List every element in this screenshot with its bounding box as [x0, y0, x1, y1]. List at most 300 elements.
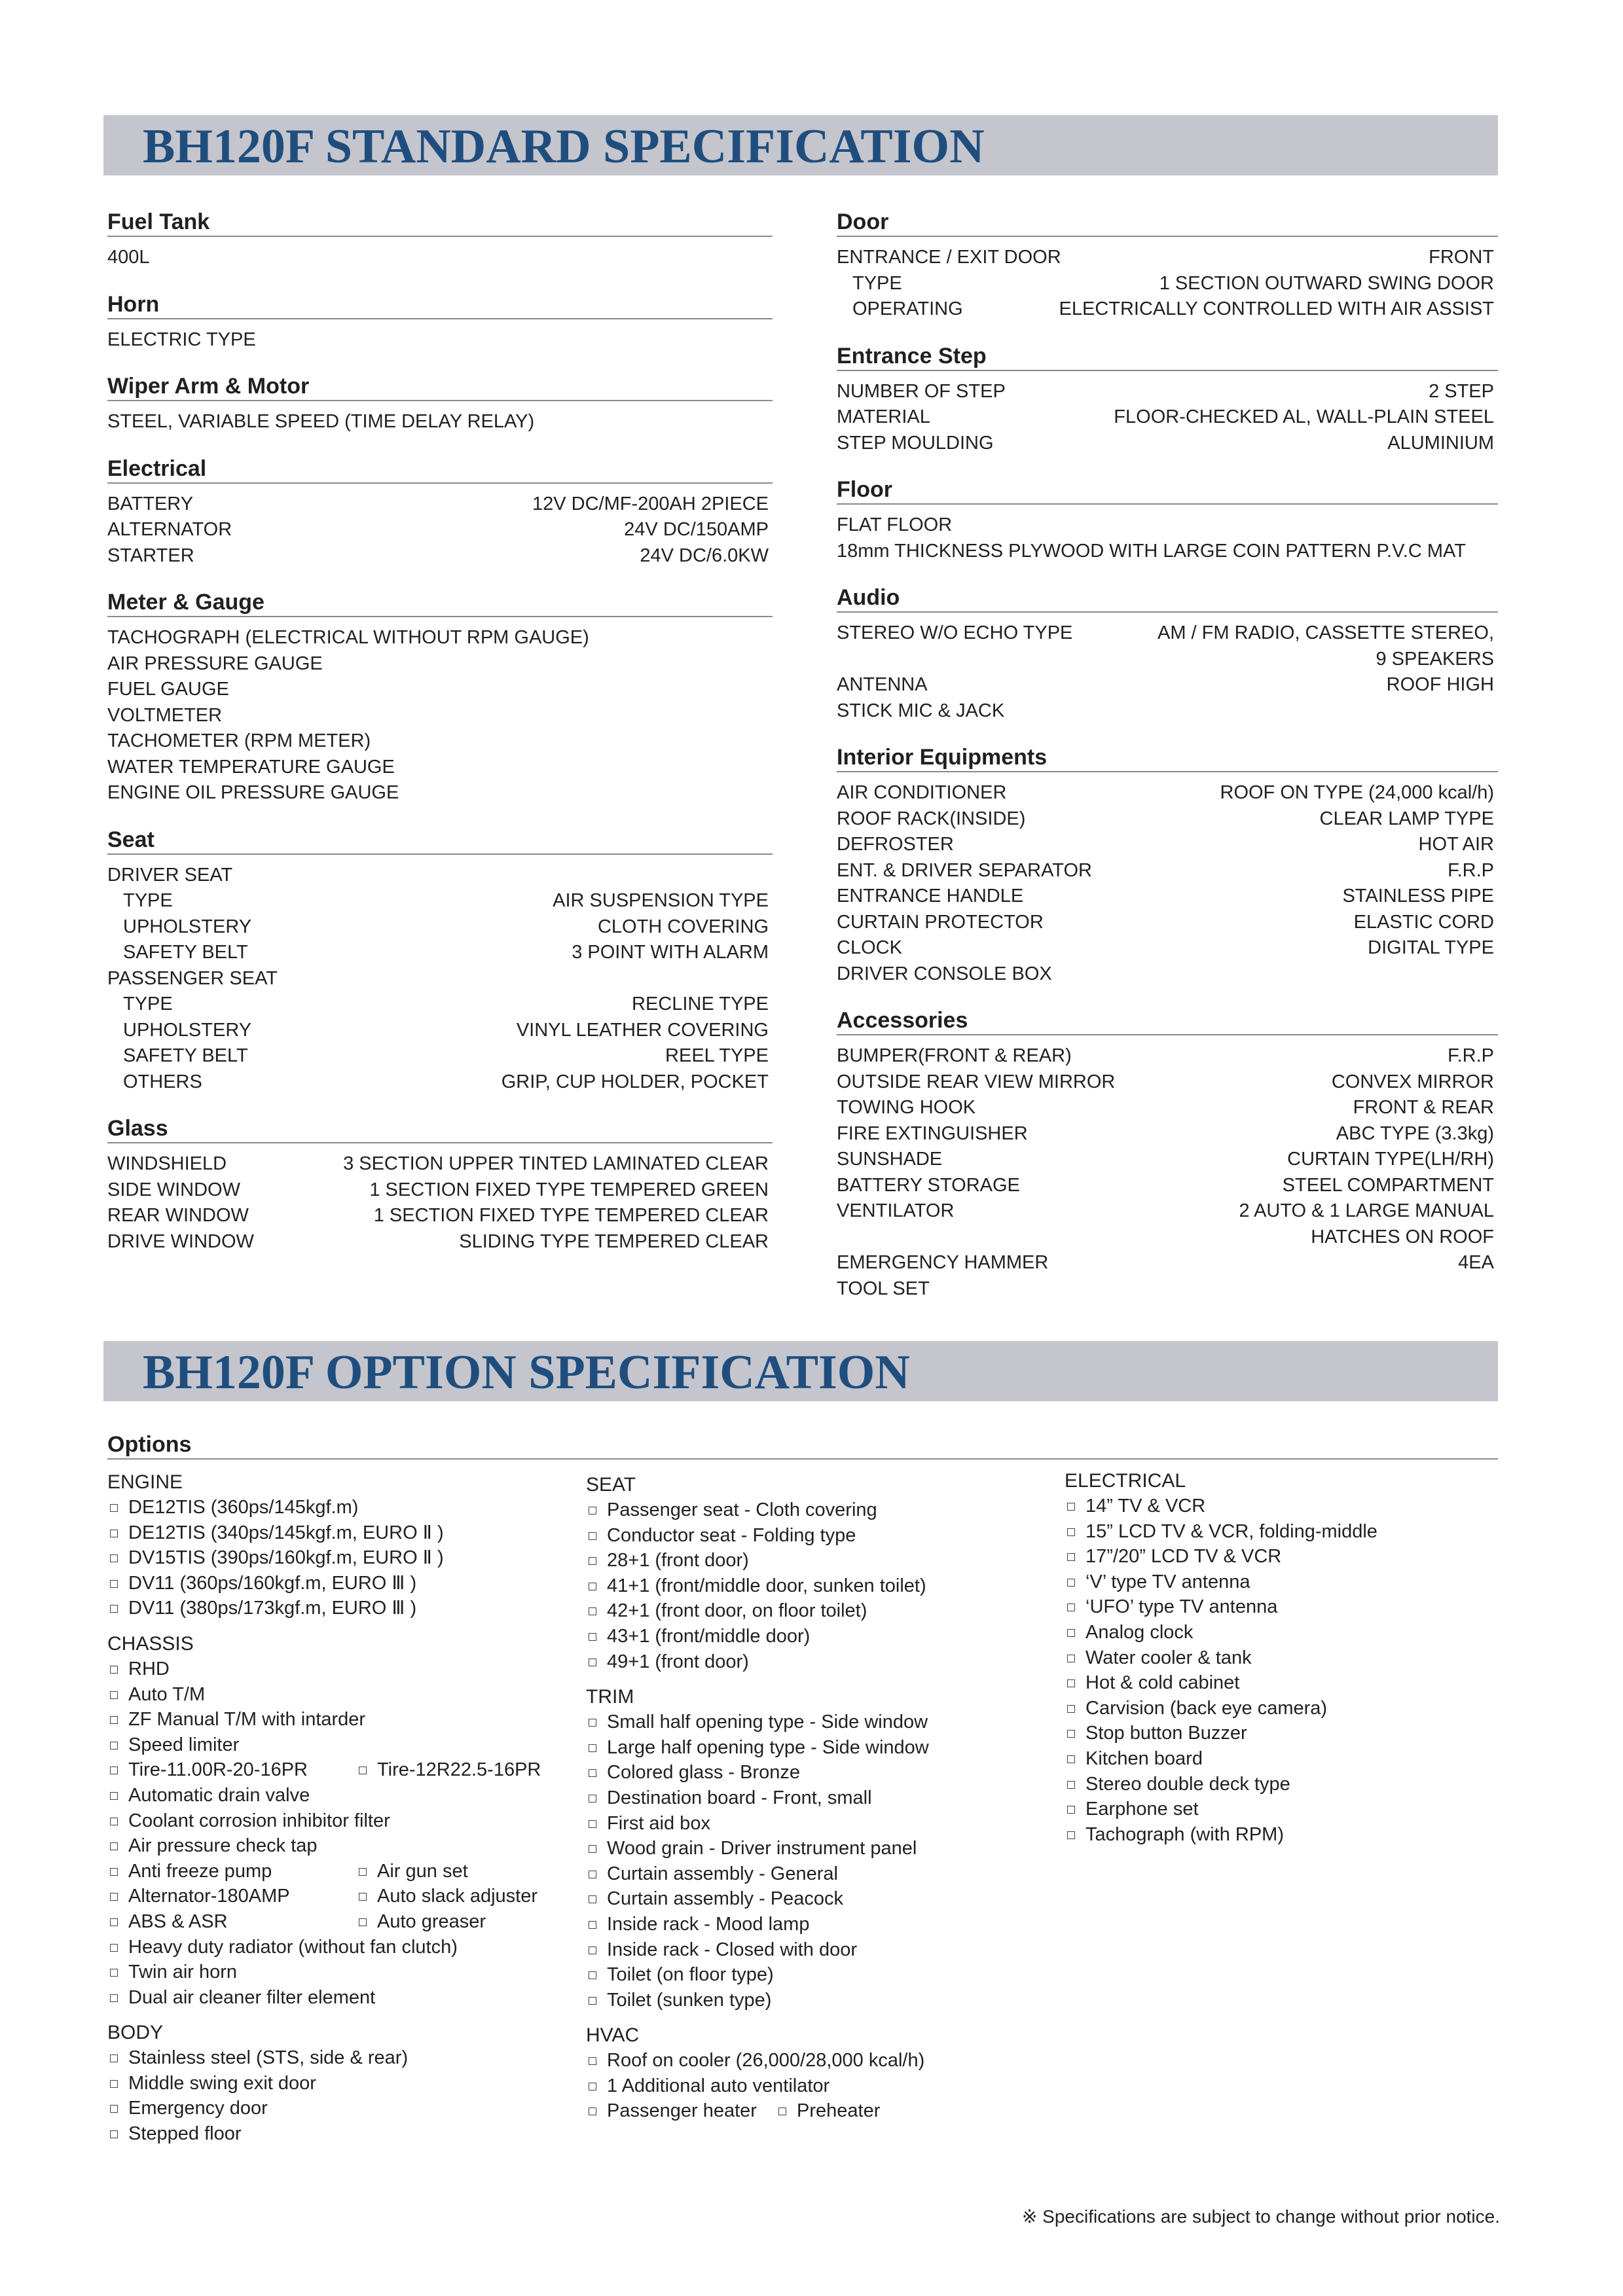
option-item-text: ZF Manual T/M with intarder [128, 1709, 366, 1731]
option-item-text: Auto T/M [128, 1683, 206, 1705]
option-item-text: Small half opening type - Side window [607, 1712, 928, 1733]
spec-row [107, 755, 773, 781]
option-item-text: 17”/20” LCD TV & VCR [1085, 1546, 1282, 1568]
spec-row [837, 806, 1498, 833]
spec-row [107, 543, 773, 569]
spec-row [107, 914, 773, 941]
spec-label: STICK MIC & JACK [837, 700, 1005, 721]
spec-row [837, 1250, 1498, 1276]
option-group-heading: SEAT [586, 1474, 636, 1496]
checkbox-square-icon [589, 1997, 596, 2005]
option-item [107, 1935, 579, 1960]
spec-row [837, 910, 1498, 936]
checkbox-square-icon [1067, 1604, 1075, 1611]
spec-rows [837, 505, 1498, 564]
spec-rows [837, 1035, 1498, 1302]
checkbox-square-icon [110, 1716, 118, 1724]
spec-label: STEREO W/O ECHO TYPE [837, 622, 1073, 643]
option-item-text: First aid box [607, 1812, 710, 1834]
options-section-title: Options [107, 1431, 1498, 1460]
option-item [586, 1760, 1057, 1785]
spec-value: GRIP, CUP HOLDER, POCKET [501, 1071, 769, 1092]
spec-section [837, 1007, 1498, 1302]
spec-section [837, 584, 1498, 724]
option-item-text: Stereo double deck type [1085, 1773, 1290, 1795]
spec-row [837, 961, 1498, 988]
checkbox-square-icon [589, 2083, 596, 2090]
spec-row [837, 1043, 1498, 1069]
option-item-text: Colored glass - Bronze [607, 1762, 800, 1784]
spec-row [837, 1147, 1498, 1173]
standard-left-column [107, 208, 773, 1255]
spec-row [837, 539, 1498, 565]
spec-value: 3 SECTION UPPER TINTED LAMINATED CLEAR [343, 1153, 769, 1174]
spec-value: STAINLESS PIPE [1342, 886, 1494, 906]
spec-section-title: Interior Equipments [837, 744, 1498, 772]
option-item [586, 2073, 1057, 2099]
spec-value: 4EA [1458, 1252, 1494, 1273]
option-item-text: 41+1 (front/middle door, sunken toilet) [607, 1575, 926, 1596]
spec-section-title: Meter & Gauge [107, 588, 773, 617]
option-item [586, 1785, 1057, 1811]
checkbox-square-icon [110, 2054, 118, 2062]
checkbox-square-icon [110, 2080, 118, 2088]
spec-row [107, 677, 773, 703]
option-item [586, 1886, 1057, 1912]
option-item [1065, 1797, 1497, 1822]
option-item-text: 1 Additional auto ventilator [607, 2075, 830, 2096]
spec-row [107, 1069, 773, 1096]
option-item [586, 1988, 1057, 2013]
option-item [1065, 1544, 1497, 1570]
option-item-text: Tire-12R22.5-16PR [377, 1759, 541, 1781]
spec-label: FLAT FLOOR [837, 514, 953, 535]
spec-label: STARTER [107, 545, 194, 566]
options-section [107, 1431, 1498, 1460]
options-column-1 [107, 1470, 579, 2147]
option-item [586, 1573, 1057, 1599]
spec-row [107, 703, 773, 729]
option-item [586, 1498, 1057, 1523]
checkbox-square-icon [589, 1507, 596, 1515]
option-item [107, 1495, 579, 1520]
checkbox-square-icon [589, 1946, 596, 1954]
spec-value: ALUMINIUM [1387, 432, 1494, 454]
spec-row [107, 888, 773, 914]
option-item [107, 1707, 579, 1732]
spec-value: 1 SECTION FIXED TYPE TEMPERED GREEN [369, 1179, 769, 1200]
spec-label: WATER TEMPERATURE GAUGE [107, 756, 395, 778]
spec-section [837, 208, 1498, 323]
option-item-text: Air gun set [377, 1860, 468, 1882]
spec-section-title: Electrical [107, 455, 773, 484]
checkbox-square-icon [589, 1895, 596, 1903]
spec-section-title: Glass [107, 1115, 773, 1143]
spec-value: 9 SPEAKERS [1376, 648, 1494, 670]
spec-value: FRONT & REAR [1353, 1097, 1494, 1118]
spec-value: 12V DC/MF-200AH 2PIECE [532, 493, 769, 514]
spec-value: SLIDING TYPE TEMPERED CLEAR [459, 1230, 769, 1252]
spec-label: ALTERNATOR [107, 519, 232, 540]
spec-row [837, 404, 1498, 431]
option-item [1065, 1594, 1497, 1620]
option-group-heading: BODY [107, 2022, 164, 2044]
option-group-heading: ENGINE [107, 1471, 183, 1493]
spec-row [107, 863, 773, 889]
option-item-text: Toilet (sunken type) [607, 1989, 772, 2011]
spec-label: DRIVE WINDOW [107, 1230, 254, 1252]
checkbox-square-icon [589, 1795, 596, 1803]
spec-label: SAFETY BELT [123, 942, 248, 963]
option-item-text: Heavy duty radiator (without fan clutch) [128, 1936, 458, 1958]
spec-label: 18mm THICKNESS PLYWOOD WITH LARGE COIN PATTERN P.V.C MAT [837, 540, 1466, 562]
spec-section-title: Entrance Step [837, 342, 1498, 371]
spec-section [107, 372, 773, 435]
option-item [1065, 1696, 1497, 1721]
option-item-text: Roof on cooler (26,000/28,000 kcal/h) [607, 2050, 925, 2072]
spec-row [837, 431, 1498, 457]
checkbox-square-icon [1067, 1679, 1075, 1687]
option-item [1065, 1494, 1497, 1519]
spec-label: WINDSHIELD [107, 1153, 227, 1174]
checkbox-square-icon [359, 1893, 367, 1901]
option-item-text: Curtain assembly - General [607, 1863, 838, 1884]
spec-row [107, 1018, 773, 1044]
spec-label: FIRE EXTINGUISHER [837, 1122, 1028, 1144]
checkbox-square-icon [110, 1691, 118, 1699]
checkbox-square-icon [589, 1719, 596, 1727]
spec-row [107, 780, 773, 806]
spec-label: ROOF RACK(INSIDE) [837, 808, 1026, 829]
spec-label: VENTILATOR [837, 1200, 955, 1221]
checkbox-square-icon [778, 2108, 786, 2115]
spec-label: SIDE WINDOW [107, 1179, 240, 1200]
checkbox-square-icon [589, 1583, 596, 1590]
spec-row [107, 728, 773, 755]
checkbox-square-icon [1067, 1629, 1075, 1637]
option-item [107, 1657, 579, 1682]
option-item-text: Tachograph (with RPM) [1085, 1823, 1284, 1845]
option-item-text: Tire-11.00R-20-16PR [128, 1759, 308, 1781]
option-item [586, 1937, 1057, 1963]
spec-value: F.R.P [1448, 859, 1494, 881]
checkbox-square-icon [589, 1744, 596, 1752]
checkbox-square-icon [1067, 1503, 1075, 1511]
spec-value: 24V DC/150AMP [624, 519, 769, 540]
spec-rows [107, 855, 773, 1096]
spec-row [837, 1276, 1498, 1302]
spec-label: DRIVER SEAT [107, 864, 233, 886]
checkbox-square-icon [110, 1842, 118, 1850]
checkbox-square-icon [1067, 1806, 1075, 1814]
option-item [1065, 1519, 1497, 1545]
spec-label: TYPE [123, 890, 173, 911]
option-item-text: Stepped floor [128, 2123, 242, 2145]
option-item [107, 1520, 579, 1546]
option-spec-banner [103, 1341, 1498, 1401]
option-item-text: Carvision (back eye camera) [1085, 1697, 1328, 1719]
spec-label: DEFROSTER [837, 834, 954, 855]
checkbox-square-icon [110, 1767, 118, 1774]
checkbox-square-icon [110, 1818, 118, 1825]
spec-row [837, 935, 1498, 961]
spec-value: FLOOR-CHECKED AL, WALL-PLAIN STEEL [1114, 406, 1494, 427]
spec-label: TYPE [123, 994, 173, 1014]
spec-label: 400L [107, 247, 150, 268]
option-item-text: Kitchen board [1085, 1748, 1203, 1769]
spec-row [837, 245, 1498, 271]
spec-row [107, 409, 773, 435]
option-item-text: DE12TIS (340ps/145kgf.m, EURO Ⅱ ) [128, 1522, 444, 1543]
spec-value: 24V DC/6.0KW [640, 545, 769, 566]
spec-value: AIR SUSPENSION TYPE [553, 890, 769, 911]
spec-value: F.R.P [1448, 1045, 1494, 1066]
checkbox-square-icon [359, 1918, 367, 1926]
option-item-text: Stop button Buzzer [1085, 1723, 1247, 1744]
spec-label: BUMPER(FRONT & REAR) [837, 1045, 1072, 1066]
checkbox-square-icon [1067, 1579, 1075, 1587]
checkbox-square-icon [589, 1921, 596, 1929]
spec-value: HATCHES ON ROOF [1311, 1226, 1494, 1247]
checkbox-square-icon [589, 1607, 596, 1615]
spec-row [107, 1203, 773, 1229]
spec-value: ROOF HIGH [1386, 674, 1494, 695]
option-item [107, 1596, 579, 1621]
footnote: ※ Specifications are subject to change without prior notice. [1021, 2206, 1500, 2227]
standard-right-column [837, 208, 1498, 1302]
spec-row [107, 1177, 773, 1204]
spec-value: DIGITAL TYPE [1368, 937, 1494, 958]
checkbox-square-icon [110, 1969, 118, 1977]
spec-rows [837, 772, 1498, 987]
spec-label: ANTENNA [837, 674, 928, 695]
spec-value: 1 SECTION FIXED TYPE TEMPERED CLEAR [373, 1205, 769, 1226]
option-item [586, 1523, 1057, 1549]
spec-value: CLEAR LAMP TYPE [1319, 808, 1494, 829]
spec-section-title: Fuel Tank [107, 208, 773, 237]
checkbox-square-icon [1067, 1831, 1075, 1839]
spec-row [107, 517, 773, 543]
checkbox-square-icon [110, 1868, 118, 1876]
spec-label: ENGINE OIL PRESSURE GAUGE [107, 782, 399, 803]
spec-value: 2 AUTO & 1 LARGE MANUAL [1239, 1200, 1494, 1221]
spec-label: TACHOMETER (RPM METER) [107, 730, 371, 751]
option-item [1065, 1721, 1497, 1746]
option-item [586, 2098, 1057, 2124]
spec-row [837, 512, 1498, 539]
checkbox-square-icon [589, 1557, 596, 1565]
spec-label: FUEL GAUGE [107, 679, 229, 700]
option-item-text: Stainless steel (STS, side & rear) [128, 2047, 409, 2069]
option-item-text: Water cooler & tank [1085, 1647, 1252, 1668]
option-group-heading: HVAC [586, 2024, 640, 2047]
spec-row [837, 884, 1498, 910]
option-item [107, 1732, 579, 1758]
spec-section [107, 1115, 773, 1255]
checkbox-square-icon [1067, 1655, 1075, 1662]
option-item-text: 42+1 (front door, on floor toilet) [607, 1600, 867, 1622]
spec-row [837, 858, 1498, 884]
checkbox-square-icon [110, 1742, 118, 1749]
spec-row [837, 698, 1498, 725]
option-item-text: Dual air cleaner filter element [128, 1986, 376, 2008]
spec-label: NUMBER OF STEP [837, 380, 1006, 402]
option-item [107, 1833, 579, 1859]
spec-row [837, 1121, 1498, 1147]
spec-label: AIR CONDITIONER [837, 782, 1007, 803]
option-item [1065, 1772, 1497, 1797]
option-item-text: Preheater [797, 2100, 881, 2122]
option-item [107, 1545, 579, 1571]
checkbox-square-icon [359, 1767, 367, 1774]
spec-label: EMERGENCY HAMMER [837, 1252, 1049, 1273]
checkbox-square-icon [110, 1580, 118, 1588]
spec-value: 2 STEP [1429, 380, 1494, 402]
spec-label: ELECTRIC TYPE [107, 329, 256, 350]
spec-section [107, 826, 773, 1096]
spec-rows [837, 371, 1498, 457]
spec-section-title: Door [837, 208, 1498, 237]
spec-value: RECLINE TYPE [632, 994, 769, 1014]
option-group-heading: ELECTRICAL [1065, 1470, 1186, 1492]
spec-value: ELASTIC CORD [1353, 911, 1494, 933]
option-item [107, 1783, 579, 1808]
standard-spec-banner [103, 115, 1498, 175]
spec-label: VOLTMETER [107, 704, 223, 726]
checkbox-square-icon [110, 1944, 118, 1952]
option-item-text: Large half opening type - Side window [607, 1736, 929, 1758]
checkbox-square-icon [359, 1868, 367, 1876]
checkbox-square-icon [1067, 1553, 1075, 1561]
option-item [586, 1624, 1057, 1649]
option-item-text: Coolant corrosion inhibitor filter [128, 1810, 390, 1831]
spec-label: BATTERY STORAGE [837, 1174, 1020, 1196]
spec-label: TACHOGRAPH (ELECTRICAL WITHOUT RPM GAUGE) [107, 627, 589, 648]
spec-rows [107, 237, 773, 271]
option-item-text: Anti freeze pump [128, 1860, 272, 1882]
checkbox-square-icon [589, 1633, 596, 1641]
option-item-text: 14” TV & VCR [1085, 1496, 1206, 1516]
spec-value: STEEL COMPARTMENT [1282, 1174, 1494, 1196]
spec-section [837, 744, 1498, 987]
spec-label: OPERATING [852, 298, 963, 319]
spec-section-title: Accessories [837, 1007, 1498, 1035]
option-item-text: Emergency door [128, 2098, 268, 2119]
spec-label: CURTAIN PROTECTOR [837, 911, 1044, 933]
spec-row [837, 1225, 1498, 1251]
spec-label: TOWING HOOK [837, 1097, 976, 1118]
option-item-text: Inside rack - Mood lamp [607, 1913, 810, 1935]
option-item-text: Passenger heater [607, 2100, 757, 2122]
option-item-text: Twin air horn [128, 1962, 238, 1983]
spec-label: DRIVER CONSOLE BOX [837, 963, 1052, 984]
spec-label: REAR WINDOW [107, 1205, 249, 1226]
option-item [586, 1861, 1057, 1887]
option-item [586, 1548, 1057, 1573]
spec-row [837, 1173, 1498, 1199]
spec-row [837, 832, 1498, 858]
option-item-text: Wood grain - Driver instrument panel [607, 1838, 917, 1859]
checkbox-square-icon [110, 1666, 118, 1674]
spec-row [837, 379, 1498, 405]
option-item [107, 1909, 579, 1935]
spec-label: CLOCK [837, 937, 902, 958]
spec-label: ENT. & DRIVER SEPARATOR [837, 859, 1092, 881]
option-item [586, 1649, 1057, 1675]
option-item-text: Hot & cold cabinet [1085, 1672, 1240, 1694]
option-group-heading: TRIM [586, 1686, 634, 1708]
option-item [107, 2045, 579, 2071]
option-item-second [356, 1859, 468, 1884]
checkbox-square-icon [110, 2105, 118, 2113]
spec-value: CLOTH COVERING [597, 916, 769, 937]
spec-row [107, 1229, 773, 1255]
option-item-text: Earphone set [1085, 1799, 1199, 1820]
spec-row [107, 1151, 773, 1177]
spec-section [107, 588, 773, 806]
checkbox-square-icon [589, 1820, 596, 1828]
spec-value: HOT AIR [1418, 834, 1494, 855]
option-item-text: ‘V’ type TV antenna [1085, 1571, 1250, 1592]
checkbox-square-icon [589, 2108, 596, 2115]
checkbox-square-icon [110, 1530, 118, 1537]
spec-section-title: Floor [837, 476, 1498, 505]
checkbox-square-icon [589, 1532, 596, 1540]
spec-label: SAFETY BELT [123, 1045, 248, 1066]
spec-label: ENTRANCE HANDLE [837, 886, 1024, 906]
spec-value: AM / FM RADIO, CASSETTE STEREO, [1158, 622, 1494, 643]
spec-label: OUTSIDE REAR VIEW MIRROR [837, 1071, 1116, 1092]
option-item [1065, 1645, 1497, 1671]
spec-label: TOOL SET [837, 1278, 930, 1299]
spec-section [107, 455, 773, 569]
option-item-text: DV11 (380ps/173kgf.m, EURO Ⅲ ) [128, 1598, 417, 1619]
option-item [1065, 1746, 1497, 1772]
checkbox-square-icon [1067, 1528, 1075, 1536]
spec-row [837, 647, 1498, 673]
spec-value: VINYL LEATHER COVERING [516, 1019, 769, 1041]
option-item [1065, 1620, 1497, 1645]
spec-label: BATTERY [107, 493, 194, 514]
spec-rows [107, 401, 773, 435]
spec-section-title: Horn [107, 291, 773, 319]
spec-label: STEP MOULDING [837, 432, 994, 454]
option-item-text: 28+1 (front door) [607, 1550, 749, 1571]
option-item-text: Toilet (on floor type) [607, 1964, 774, 1986]
option-item [586, 2048, 1057, 2073]
spec-rows [837, 237, 1498, 323]
option-item-text: RHD [128, 1658, 170, 1679]
option-item [107, 1571, 579, 1596]
option-item [586, 1962, 1057, 1988]
option-item-text: ABS & ASR [128, 1910, 228, 1932]
option-item-text: Auto greaser [377, 1910, 486, 1932]
option-item-text: Automatic drain valve [128, 1784, 310, 1806]
checkbox-square-icon [110, 1605, 118, 1613]
standard-spec-title: BH120F STANDARD SPECIFICATION [143, 120, 985, 173]
spec-row [107, 940, 773, 966]
option-item-text: Destination board - Front, small [607, 1787, 872, 1808]
spec-row [837, 1069, 1498, 1096]
checkbox-square-icon [1067, 1781, 1075, 1789]
spec-section-title: Seat [107, 826, 773, 855]
spec-row [837, 296, 1498, 323]
option-item-text: Air pressure check tap [128, 1835, 318, 1857]
option-item-text: Middle swing exit door [128, 2072, 316, 2094]
checkbox-square-icon [110, 2130, 118, 2138]
option-item-text: 49+1 (front door) [607, 1651, 749, 1672]
checkbox-square-icon [589, 1659, 596, 1666]
